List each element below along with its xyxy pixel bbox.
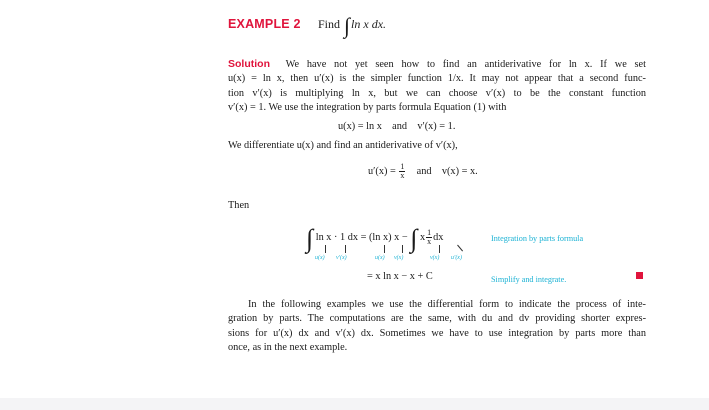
eq3-fraction: $\frac{1}{x}$	[427, 228, 432, 246]
label-v: v(x)	[394, 255, 404, 261]
eq1-right: v′(x) = 1.	[417, 121, 456, 132]
integral-sign: ∫	[344, 13, 351, 38]
label-tick	[402, 245, 403, 253]
label-tick	[345, 245, 346, 253]
find-prefix: Find	[318, 17, 341, 31]
eq2-fraction: $\frac{1}{x}$	[400, 162, 405, 180]
closing-paragraph	[228, 298, 646, 356]
page-bottom-band	[0, 398, 709, 410]
equation-parts-line-1	[306, 223, 444, 253]
closing-line-2: gration by parts. The computations are the same, with du and dv providing shorter expres-	[228, 313, 646, 325]
equation-uprime-v	[368, 163, 478, 180]
example-problem	[318, 13, 387, 38]
note-simplify: Simplify and integrate.	[491, 275, 567, 284]
label-u: u(x)	[315, 255, 325, 261]
label-u: u(x)	[375, 255, 385, 261]
integral-sign-2: ∫	[410, 223, 418, 253]
eq2-right: v(x) = x.	[441, 165, 478, 177]
integral-sign-1: ∫	[306, 223, 314, 253]
label-uprime: u′(x)	[451, 255, 462, 261]
example-integrand: ln x dx.	[351, 17, 387, 31]
solution-line-3: tion v′(x) is multiplying ln x, but we can choose v′(x) to be the constant function	[228, 87, 646, 99]
label-tick	[325, 245, 326, 253]
equation-parts-line-2: = x ln x − x + C	[367, 271, 433, 282]
end-of-example-marker	[636, 272, 643, 279]
eq3-line1-c: dx	[433, 231, 444, 243]
equation-u-vprime	[338, 121, 455, 132]
then-label: Then	[228, 200, 250, 211]
eq2-and: and	[416, 165, 432, 177]
solution-heading: Solution	[228, 58, 270, 70]
closing-line-3: sions for u′(x) dx and v′(x) dx. Sometimes we have to use integration by parts more than	[228, 327, 646, 339]
example-label: EXAMPLE 2	[228, 17, 301, 31]
eq3-line1-b: x	[419, 231, 426, 243]
label-tick	[384, 245, 385, 253]
solution-line-1: Solution We have not yet seen how to find an antiderivative for ln x. If we set	[228, 58, 646, 70]
label-v: v(x)	[430, 255, 440, 261]
differentiate-sentence: We differentiate u(x) and find an antiderivative of v′(x),	[228, 140, 458, 151]
solution-line-2: u(x) = ln x, then u′(x) is the simpler function 1/x. It may not appear that a second func-	[228, 73, 646, 85]
label-tick	[439, 245, 440, 253]
closing-line-1: In the following examples we use the differential form to indicate the process of inte-	[248, 299, 646, 310]
label-vprime: v′(x)	[336, 255, 347, 261]
closing-line-4: once, as in the next example.	[228, 342, 348, 354]
eq1-and: and	[392, 121, 408, 132]
eq2-left: u′(x) =	[368, 165, 396, 177]
eq1-left: u(x) = ln x	[338, 121, 382, 132]
solution-paragraph	[228, 57, 646, 116]
note-integration-by-parts: Integration by parts formula	[491, 234, 584, 243]
differentiate-paragraph	[228, 139, 646, 153]
solution-line-4: v′(x) = 1. We use the integration by parts formula Equation (1) with	[228, 102, 507, 114]
eq3-line1-a: ln x · 1 dx = (ln x) x −	[315, 231, 408, 243]
label-tick	[457, 245, 463, 252]
